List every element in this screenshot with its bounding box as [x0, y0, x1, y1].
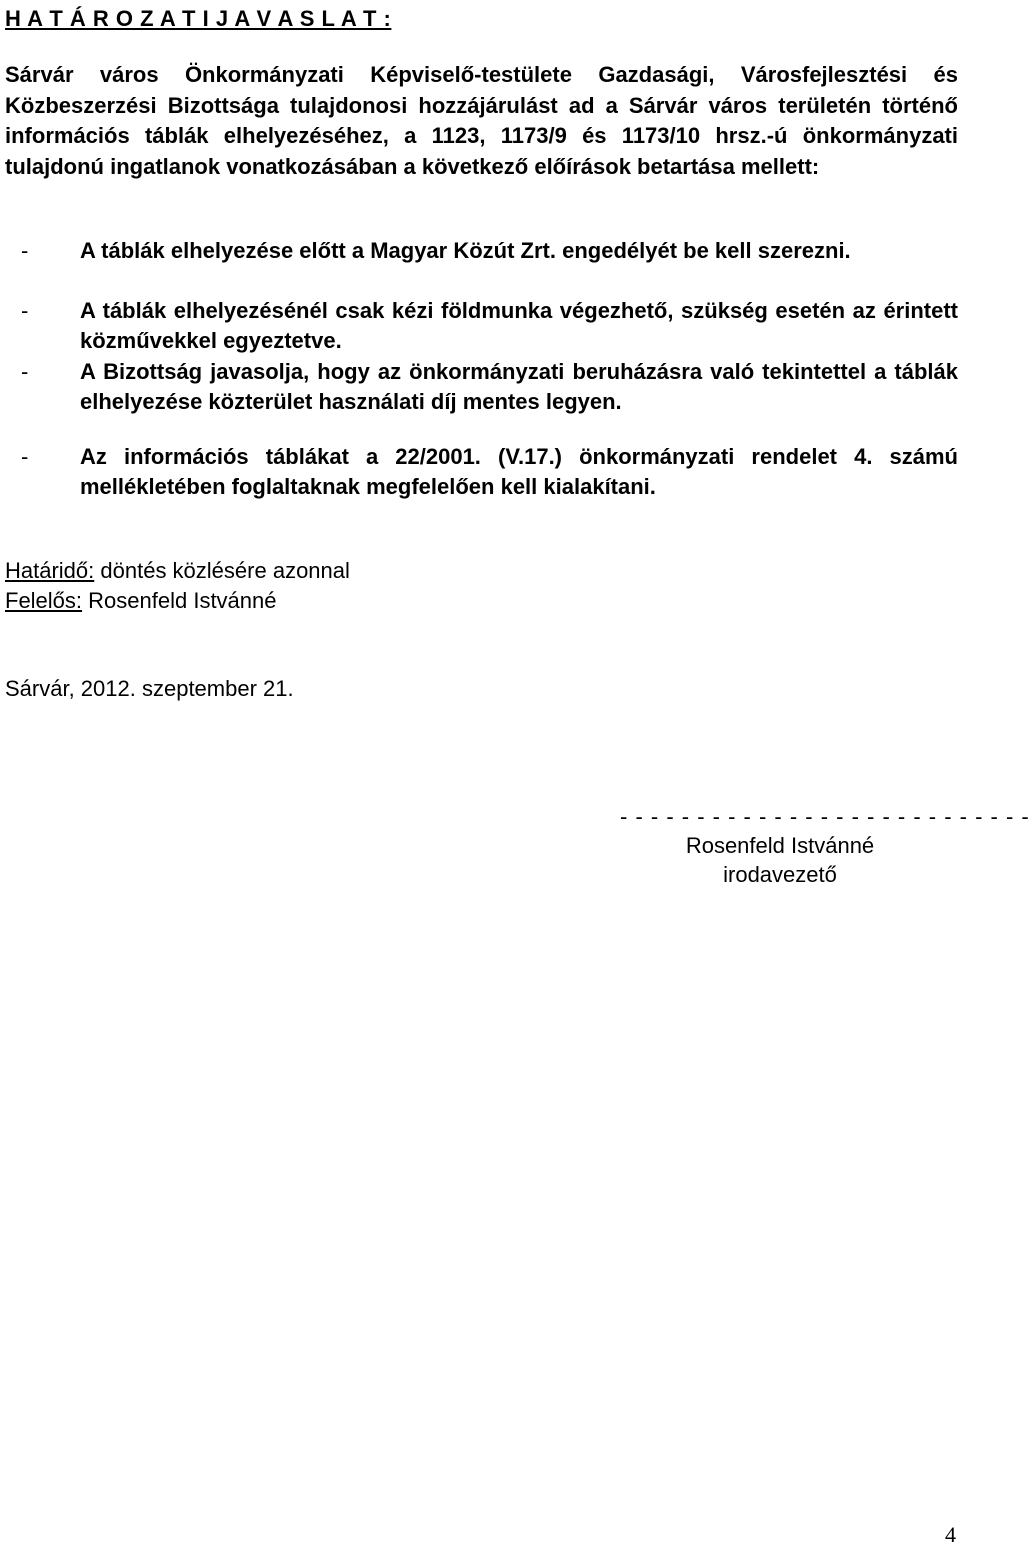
page-number: 4	[945, 1522, 956, 1547]
condition-item	[5, 296, 958, 357]
condition-text: A Bizottság javasolja, hogy az önkormányzati beruházásra való tekintettel a táblák elhelyezése közterület használati díj mentes legyen.	[80, 358, 958, 414]
responsible-value: Rosenfeld Istvánné	[82, 588, 277, 613]
deadline-line	[5, 558, 350, 584]
responsible-line	[5, 588, 277, 614]
list-dash: -	[21, 443, 29, 469]
condition-item	[5, 442, 958, 503]
condition-text: A táblák elhelyezése előtt a Magyar Közút Zrt. engedélyét be kell szerezni.	[80, 238, 851, 263]
condition-item	[5, 236, 958, 267]
signatory-title: irodavezető	[723, 862, 837, 887]
intro-paragraph: Sárvár város Önkormányzati Képviselő-testülete Gazdasági, Városfejlesztési és Közbeszerzési Bizottsága tulajdonosi hozzájárulást ad a Sárvár város területén történő információs táblák elhelyezéséhez, a 1123, 1173/9 és 1173/10 hrsz.-ú önkormányzati tulajdonú ingatlanok vonatkozásában a következő előírások betartása mellett:	[5, 62, 958, 179]
signature-line: - - - - - - - - - - - - - - - - - - - - - - - - - - -	[620, 804, 1030, 829]
resolution-heading: H A T Á R O Z A T I J A V A S L A T :	[5, 6, 392, 31]
signature-block	[620, 802, 1030, 889]
list-dash: -	[21, 297, 29, 323]
condition-text: Az információs táblákat a 22/2001. (V.17.) önkormányzati rendelet 4. számú mellékletében foglaltaknak megfelelően kell kialakítani.	[80, 443, 958, 499]
list-dash: -	[21, 238, 29, 263]
list-dash: -	[21, 358, 29, 384]
deadline-value: döntés közlésére azonnal	[94, 558, 350, 583]
condition-item	[5, 357, 958, 418]
place-date: Sárvár, 2012. szeptember 21.	[5, 676, 294, 701]
deadline-label: Határidő:	[5, 558, 95, 583]
condition-text: A táblák elhelyezésénél csak kézi földmunka végezhető, szükség esetén az érintett közművekkel egyeztetve.	[80, 297, 958, 353]
conditions-list	[5, 236, 958, 503]
responsible-label: Felelős:	[5, 588, 83, 613]
signatory-name: Rosenfeld Istvánné	[685, 833, 875, 858]
